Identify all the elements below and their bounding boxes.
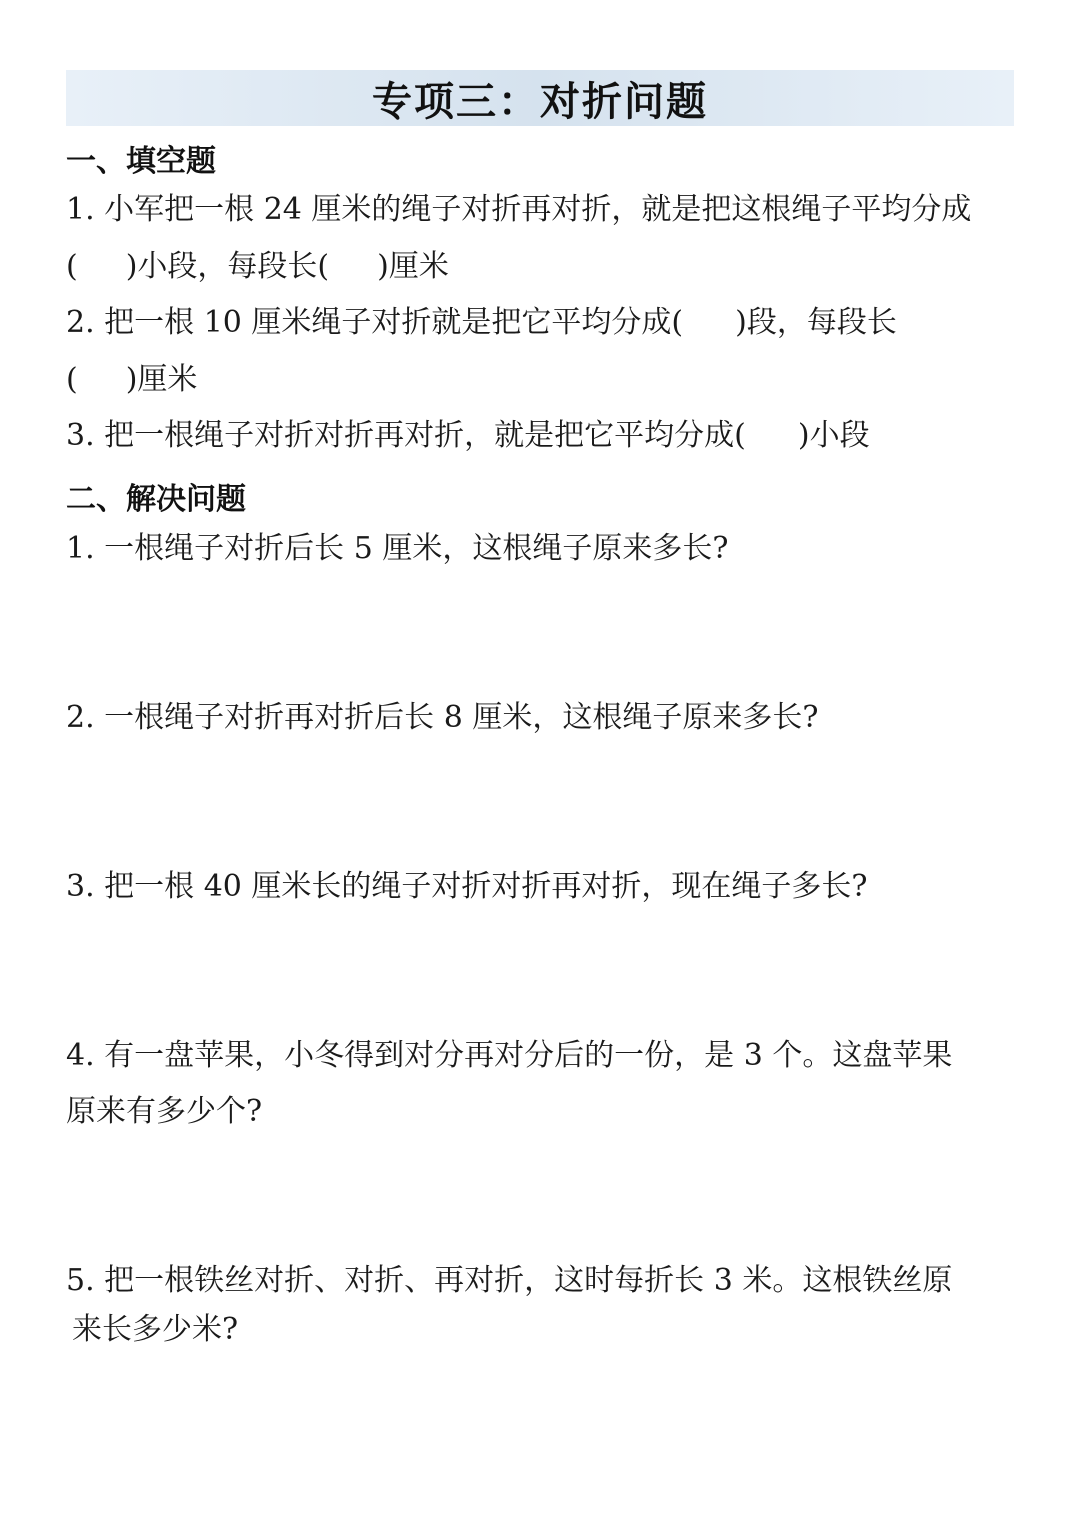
problem-q4-line1: 4. 有一盘苹果，小冬得到对分再对分后的一份，是 3 个。这盘苹果: [66, 1038, 953, 1073]
fill-q2-start: 2. 把一根 10 厘米绳子对折就是把它平均分成(: [66, 305, 684, 340]
section-heading-fill-blank: 一、填空题: [66, 144, 216, 179]
fill-q1-end: )厘米: [377, 249, 449, 284]
fill-q2-line2: [66, 362, 1016, 398]
fill-q3-end: )小段: [797, 418, 870, 453]
problem-q2: 2. 一根绳子对折再对折后长 8 厘米，这根绳子原来多长?: [66, 700, 819, 735]
problem-q5-line2: 来长多少米?: [72, 1312, 239, 1347]
fill-q1-open-paren: (: [66, 249, 78, 284]
problem-q5-line1: 5. 把一根铁丝对折、对折、再对折，这时每折长 3 米。这根铁丝原: [66, 1263, 953, 1298]
fill-q2-end: )段，每段长: [735, 305, 897, 340]
problem-q3: 3. 把一根 40 厘米长的绳子对折对折再对折，现在绳子多长?: [66, 869, 868, 904]
fill-q1-line1: 1. 小军把一根 24 厘米的绳子对折再对折，就是把这根绳子平均分成: [66, 192, 972, 227]
fill-q1-mid: )小段，每段长(: [125, 249, 330, 284]
fill-q2-line1: [66, 305, 1016, 341]
problem-q4-line2: 原来有多少个?: [66, 1094, 263, 1129]
page-title: 专项三：对折问题: [372, 78, 708, 125]
fill-q3-line1: [66, 418, 1016, 454]
title-banner: [66, 70, 1014, 126]
fill-q1-line2: [66, 249, 1016, 285]
section-heading-word-problems: 二、解决问题: [66, 482, 246, 517]
fill-q3-start: 3. 把一根绳子对折对折再对折，就是把它平均分成(: [66, 418, 746, 453]
fill-q2-open-paren: (: [66, 362, 78, 397]
fill-q2-tail: )厘米: [125, 362, 198, 397]
problem-q1: 1. 一根绳子对折后长 5 厘米，这根绳子原来多长?: [66, 531, 729, 566]
